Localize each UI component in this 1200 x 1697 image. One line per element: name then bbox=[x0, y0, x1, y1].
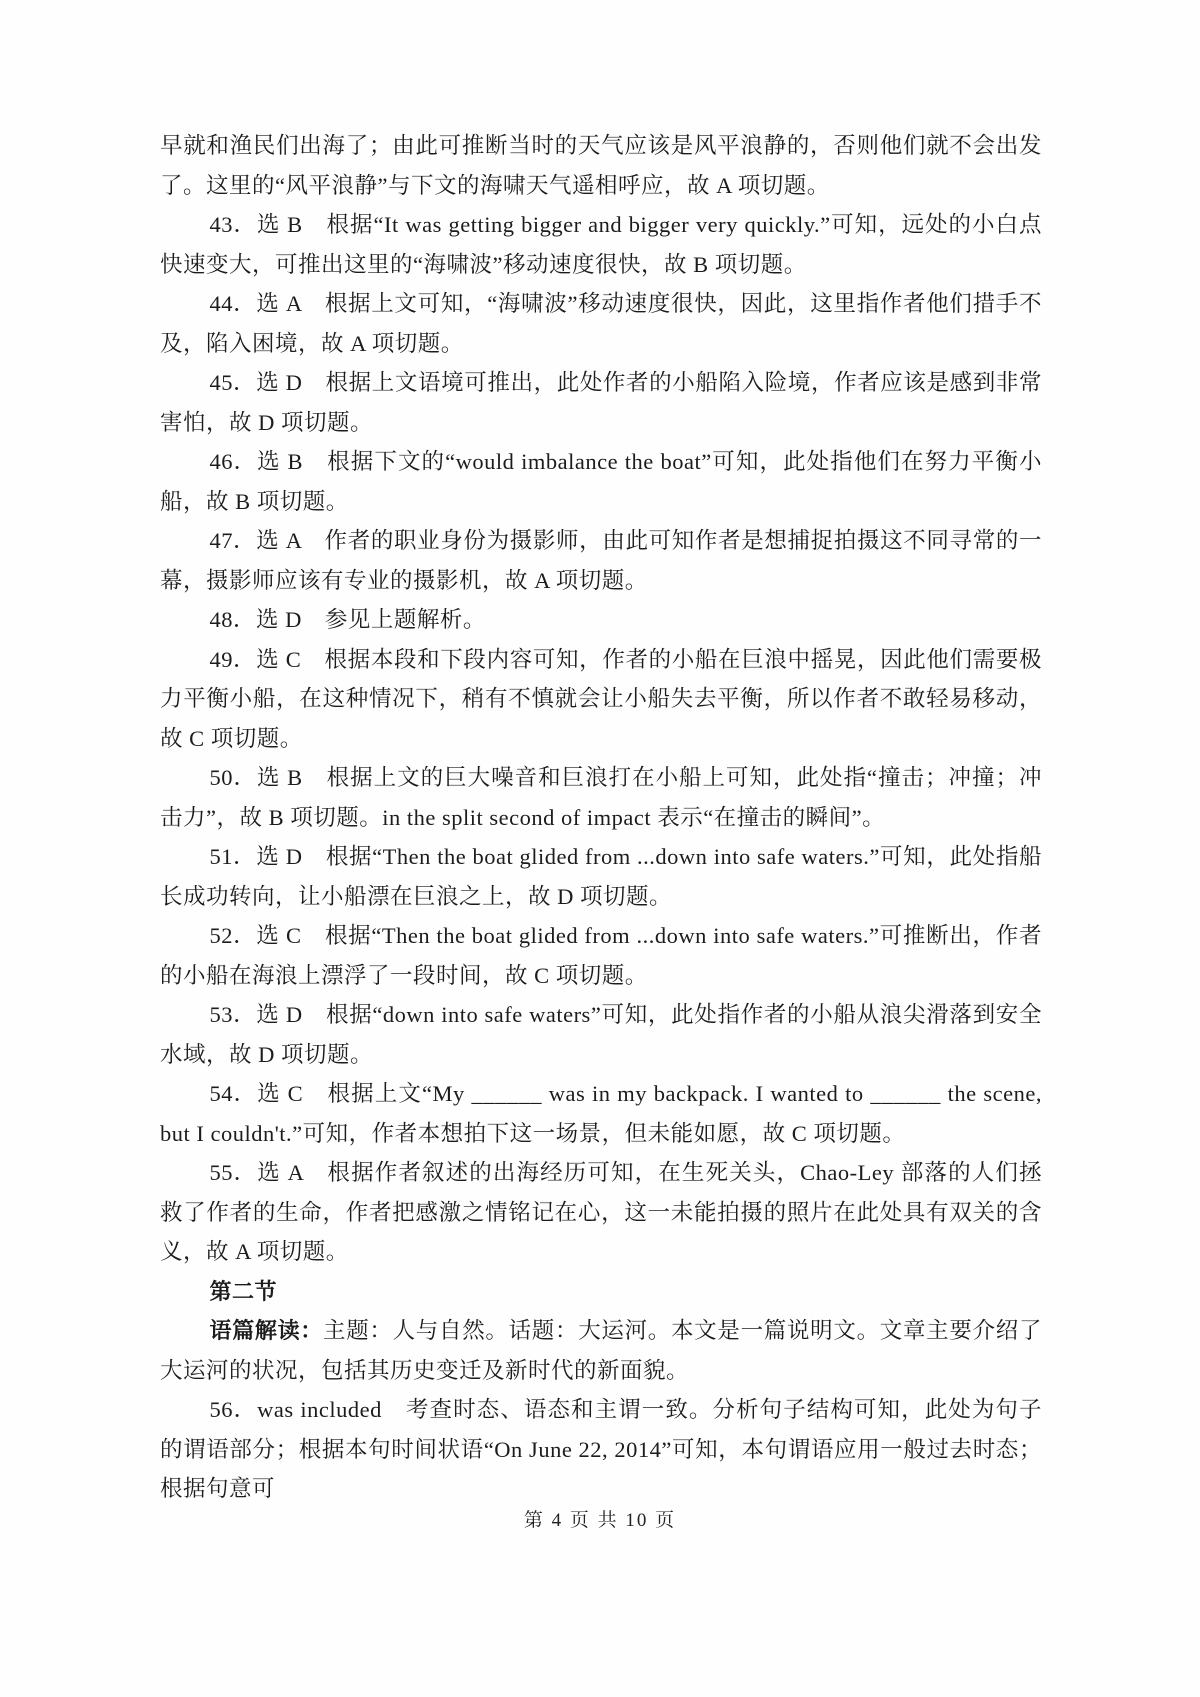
text-run: 54．选 C 根据上文“My ______ was in my backpack. I wanted to ______ the scene, but I couldn't.”可知，作者本想拍下这一场景，但未能如愿，故 C 项切题。 bbox=[160, 1081, 1042, 1146]
text-run: 语篇解读： bbox=[209, 1318, 323, 1343]
paragraph bbox=[160, 995, 1042, 1074]
paragraph bbox=[160, 284, 1042, 363]
text-run: 51．选 D 根据“Then the boat glided from ...down into safe waters.”可知，此处指船长成功转向，让小船漂在巨浪之上，故 D 项切题。 bbox=[160, 844, 1042, 909]
paragraph bbox=[160, 1311, 1042, 1390]
text-run: 52．选 C 根据“Then the boat glided from ...down into safe waters.”可推断出，作者的小船在海浪上漂浮了一段时间，故 C 项切题。 bbox=[160, 923, 1042, 988]
text-run: 44．选 A 根据上文可知，“海啸波”移动速度很快，因此，这里指作者他们措手不及，陷入困境，故 A 项切题。 bbox=[160, 291, 1042, 356]
text-run: 48．选 D 参见上题解析。 bbox=[209, 607, 486, 632]
text-run: 46．选 B 根据下文的“would imbalance the boat”可知，此处指他们在努力平衡小船，故 B 项切题。 bbox=[160, 449, 1042, 514]
paragraph bbox=[160, 916, 1042, 995]
paragraph bbox=[160, 1153, 1042, 1272]
text-run: 47．选 A 作者的职业身份为摄影师，由此可知作者是想捕捉拍摄这不同寻常的一幕，摄影师应该有专业的摄影机，故 A 项切题。 bbox=[160, 528, 1042, 593]
text-run: 56．was included 考查时态、语态和主谓一致。分析句子结构可知，此处为句子的谓语部分；根据本句时间状语“On June 22, 2014”可知，本句谓语应用一般过去时态；根据句意可 bbox=[160, 1397, 1042, 1501]
paragraph bbox=[160, 758, 1042, 837]
paragraph bbox=[160, 126, 1042, 205]
paragraph bbox=[160, 837, 1042, 916]
page-number-footer: 第 4 页 共 10 页 bbox=[523, 1510, 677, 1531]
paragraph bbox=[160, 600, 1042, 640]
text-run: 45．选 D 根据上文语境可推出，此处作者的小船陷入险境，作者应该是感到非常害怕，故 D 项切题。 bbox=[160, 370, 1042, 435]
paragraph bbox=[160, 442, 1042, 521]
paragraph bbox=[160, 1074, 1042, 1153]
paragraph bbox=[160, 1272, 1042, 1312]
text-run: 早就和渔民们出海了；由此可推断当时的天气应该是风平浪静的，否则他们就不会出发了。这里的“风平浪静”与下文的海啸天气遥相呼应，故 A 项切题。 bbox=[160, 133, 1042, 198]
paragraph bbox=[160, 640, 1042, 759]
answer-explanations-content bbox=[160, 126, 1042, 1509]
text-run: 43．选 B 根据“It was getting bigger and bigger very quickly.”可知，远处的小白点快速变大，可推出这里的“海啸波”移动速度很快，故 B 项切题。 bbox=[160, 212, 1042, 277]
paragraph bbox=[160, 205, 1042, 284]
paragraph bbox=[160, 521, 1042, 600]
paragraph bbox=[160, 1390, 1042, 1509]
paragraph bbox=[160, 363, 1042, 442]
text-run: 49．选 C 根据本段和下段内容可知，作者的小船在巨浪中摇晃，因此他们需要极力平衡小船，在这种情况下，稍有不慎就会让小船失去平衡，所以作者不敢轻易移动，故 C 项切题。 bbox=[160, 646, 1042, 751]
text-run: 53．选 D 根据“down into safe waters”可知，此处指作者的小船从浪尖滑落到安全水域，故 D 项切题。 bbox=[160, 1002, 1042, 1067]
text-run: 50．选 B 根据上文的巨大噪音和巨浪打在小船上可知，此处指“撞击；冲撞；冲击力”，故 B 项切题。in the split second of impact 表示“在撞击的瞬间”。 bbox=[160, 765, 1042, 830]
text-run: 主题：人与自然。话题：大运河。本文是一篇说明文。文章主要介绍了大运河的状况，包括其历史变迁及新时代的新面貌。 bbox=[160, 1318, 1042, 1383]
text-run: 第二节 bbox=[209, 1278, 278, 1304]
text-run: 55．选 A 根据作者叙述的出海经历可知，在生死关头，Chao-Ley 部落的人们拯救了作者的生命，作者把感激之情铭记在心，这一未能拍摄的照片在此处具有双关的含义，故 A 项切题。 bbox=[160, 1160, 1042, 1264]
